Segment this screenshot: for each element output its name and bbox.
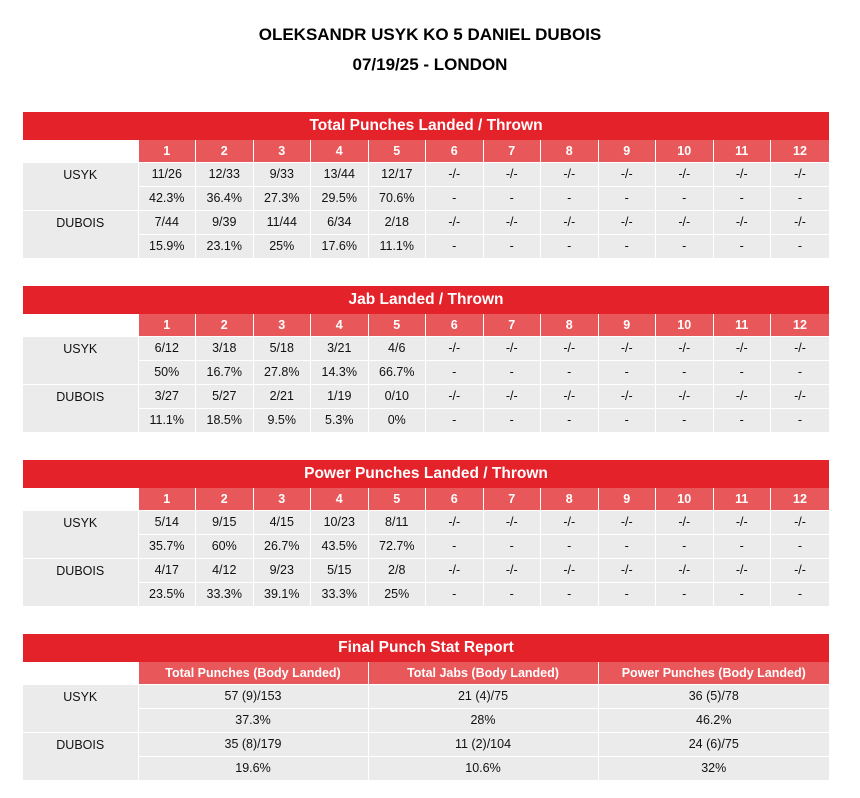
stats-table	[23, 314, 829, 433]
total-punches-section	[23, 112, 829, 259]
round-header-1: 1	[138, 140, 196, 163]
fighter-name: USYK	[23, 511, 138, 559]
stat-cell: 12/17	[368, 163, 426, 187]
pct-cell: -	[598, 187, 656, 211]
round-header-11: 11	[713, 314, 771, 337]
stat-cell: 5/14	[138, 511, 196, 535]
stat-cell: 13/44	[311, 163, 369, 187]
stat-cell: 1/19	[311, 385, 369, 409]
final-pct-cell: 32%	[598, 757, 829, 781]
final-row-values	[23, 685, 829, 709]
stat-cell: 3/18	[196, 337, 254, 361]
fighter-row-pct	[23, 187, 829, 211]
stat-cell: 6/34	[311, 211, 369, 235]
stat-cell: -/-	[713, 511, 771, 535]
pct-cell: -	[426, 583, 484, 607]
stat-cell: -/-	[771, 385, 830, 409]
stat-cell: -/-	[713, 337, 771, 361]
pct-cell: 16.7%	[196, 361, 254, 385]
header-blank-cell	[23, 314, 138, 337]
round-header-8: 8	[541, 488, 599, 511]
pct-cell: -	[598, 583, 656, 607]
fighter-row-landed	[23, 337, 829, 361]
stat-cell: -/-	[771, 211, 830, 235]
stat-cell: -/-	[426, 211, 484, 235]
final-value-cell: 36 (5)/78	[598, 685, 829, 709]
round-header-9: 9	[598, 314, 656, 337]
round-header-3: 3	[253, 314, 311, 337]
stat-cell: -/-	[713, 211, 771, 235]
pct-cell: 0%	[368, 409, 426, 433]
pct-cell: -	[483, 235, 541, 259]
fighter-row-pct	[23, 235, 829, 259]
pct-cell: -	[541, 409, 599, 433]
pct-cell: -	[713, 409, 771, 433]
stat-cell: -/-	[483, 385, 541, 409]
stat-cell: 3/21	[311, 337, 369, 361]
pct-cell: -	[713, 187, 771, 211]
final-row-values	[23, 733, 829, 757]
pct-cell: -	[483, 583, 541, 607]
power-punches-section	[23, 460, 829, 607]
stat-cell: -/-	[483, 511, 541, 535]
round-header-5: 5	[368, 488, 426, 511]
stat-cell: -/-	[483, 337, 541, 361]
stat-cell: -/-	[771, 337, 830, 361]
round-header-1: 1	[138, 314, 196, 337]
final-pct-cell: 28%	[368, 709, 598, 733]
fighter-name: DUBOIS	[23, 385, 138, 433]
fighter-name: DUBOIS	[23, 733, 138, 781]
stat-cell: 2/8	[368, 559, 426, 583]
stat-cell: -/-	[426, 511, 484, 535]
final-column-header: Power Punches (Body Landed)	[598, 662, 829, 685]
pct-cell: -	[426, 187, 484, 211]
pct-cell: -	[713, 235, 771, 259]
stat-cell: -/-	[541, 163, 599, 187]
final-header-row	[23, 662, 829, 685]
round-header-4: 4	[311, 140, 369, 163]
page-title: OLEKSANDR USYK KO 5 DANIEL DUBOIS	[258, 25, 602, 44]
pct-cell: -	[656, 187, 714, 211]
pct-cell: -	[426, 535, 484, 559]
pct-cell: -	[426, 409, 484, 433]
pct-cell: -	[541, 361, 599, 385]
pct-cell: -	[771, 583, 830, 607]
stat-cell: -/-	[598, 211, 656, 235]
pct-cell: 18.5%	[196, 409, 254, 433]
pct-cell: 39.1%	[253, 583, 311, 607]
final-value-cell: 24 (6)/75	[598, 733, 829, 757]
round-header-12: 12	[771, 140, 830, 163]
final-value-cell: 35 (8)/179	[138, 733, 368, 757]
stat-cell: 4/6	[368, 337, 426, 361]
fighter-row-landed	[23, 163, 829, 187]
fighter-row-landed	[23, 511, 829, 535]
round-header-9: 9	[598, 488, 656, 511]
pct-cell: 27.3%	[253, 187, 311, 211]
pct-cell: -	[598, 235, 656, 259]
round-header-row	[23, 488, 829, 511]
pct-cell: -	[426, 361, 484, 385]
stat-cell: 0/10	[368, 385, 426, 409]
stat-cell: 7/44	[138, 211, 196, 235]
pct-cell: 11.1%	[368, 235, 426, 259]
stat-cell: 3/27	[138, 385, 196, 409]
pct-cell: -	[713, 535, 771, 559]
pct-cell: -	[713, 583, 771, 607]
stat-cell: 10/23	[311, 511, 369, 535]
pct-cell: 11.1%	[138, 409, 196, 433]
stat-cell: -/-	[713, 559, 771, 583]
fighter-row-pct	[23, 409, 829, 433]
pct-cell: -	[656, 583, 714, 607]
pct-cell: -	[656, 361, 714, 385]
stat-cell: -/-	[598, 511, 656, 535]
pct-cell: -	[656, 235, 714, 259]
fighter-name: USYK	[23, 163, 138, 211]
pct-cell: 25%	[253, 235, 311, 259]
stat-cell: -/-	[656, 559, 714, 583]
round-header-10: 10	[656, 314, 714, 337]
pct-cell: 42.3%	[138, 187, 196, 211]
pct-cell: 27.8%	[253, 361, 311, 385]
stat-cell: -/-	[771, 511, 830, 535]
stat-cell: 4/17	[138, 559, 196, 583]
pct-cell: -	[483, 361, 541, 385]
stat-cell: 8/11	[368, 511, 426, 535]
pct-cell: 36.4%	[196, 187, 254, 211]
round-header-9: 9	[598, 140, 656, 163]
final-row-pct	[23, 757, 829, 781]
stat-cell: -/-	[598, 163, 656, 187]
stat-cell: -/-	[771, 163, 830, 187]
round-header-8: 8	[541, 140, 599, 163]
round-header-12: 12	[771, 314, 830, 337]
pct-cell: 60%	[196, 535, 254, 559]
stat-cell: 6/12	[138, 337, 196, 361]
pct-cell: 33.3%	[311, 583, 369, 607]
fighter-name: USYK	[23, 337, 138, 385]
round-header-5: 5	[368, 314, 426, 337]
stat-cell: 2/21	[253, 385, 311, 409]
round-header-3: 3	[253, 488, 311, 511]
stat-cell: -/-	[656, 511, 714, 535]
pct-cell: 14.3%	[311, 361, 369, 385]
pct-cell: 50%	[138, 361, 196, 385]
stat-cell: -/-	[541, 511, 599, 535]
final-pct-cell: 46.2%	[598, 709, 829, 733]
pct-cell: 17.6%	[311, 235, 369, 259]
stats-table	[23, 488, 829, 607]
pct-cell: -	[541, 187, 599, 211]
final-column-header: Total Jabs (Body Landed)	[368, 662, 598, 685]
pct-cell: 35.7%	[138, 535, 196, 559]
stat-cell: -/-	[713, 385, 771, 409]
pct-cell: 23.5%	[138, 583, 196, 607]
stat-cell: -/-	[483, 163, 541, 187]
round-header-row	[23, 314, 829, 337]
round-header-3: 3	[253, 140, 311, 163]
section-title: Power Punches Landed / Thrown	[23, 460, 829, 488]
pct-cell: 26.7%	[253, 535, 311, 559]
round-header-2: 2	[196, 488, 254, 511]
pct-cell: -	[713, 361, 771, 385]
pct-cell: 43.5%	[311, 535, 369, 559]
stat-cell: 11/26	[138, 163, 196, 187]
stat-cell: 9/15	[196, 511, 254, 535]
round-header-4: 4	[311, 314, 369, 337]
stat-cell: -/-	[656, 211, 714, 235]
stat-cell: 4/15	[253, 511, 311, 535]
final-row-pct	[23, 709, 829, 733]
stat-cell: -/-	[598, 385, 656, 409]
final-column-header: Total Punches (Body Landed)	[138, 662, 368, 685]
section-title: Total Punches Landed / Thrown	[23, 112, 829, 140]
final-pct-cell: 19.6%	[138, 757, 368, 781]
round-header-10: 10	[656, 488, 714, 511]
pct-cell: -	[426, 235, 484, 259]
round-header-11: 11	[713, 140, 771, 163]
fighter-row-pct	[23, 583, 829, 607]
stat-cell: 12/33	[196, 163, 254, 187]
pct-cell: -	[771, 535, 830, 559]
stat-cell: -/-	[483, 559, 541, 583]
pct-cell: -	[541, 535, 599, 559]
pct-cell: -	[541, 583, 599, 607]
pct-cell: -	[483, 187, 541, 211]
round-header-10: 10	[656, 140, 714, 163]
round-header-8: 8	[541, 314, 599, 337]
stat-cell: -/-	[541, 559, 599, 583]
pct-cell: -	[541, 235, 599, 259]
pct-cell: 23.1%	[196, 235, 254, 259]
round-header-2: 2	[196, 314, 254, 337]
header-blank-cell	[23, 488, 138, 511]
final-report-title: Final Punch Stat Report	[23, 634, 829, 662]
pct-cell: -	[598, 409, 656, 433]
fighter-row-landed	[23, 211, 829, 235]
round-header-12: 12	[771, 488, 830, 511]
stats-table	[23, 140, 829, 259]
stat-cell: -/-	[656, 163, 714, 187]
stat-cell: -/-	[426, 337, 484, 361]
stat-cell: 5/27	[196, 385, 254, 409]
round-header-2: 2	[196, 140, 254, 163]
header-blank-cell	[23, 662, 138, 685]
fighter-row-landed	[23, 385, 829, 409]
round-header-11: 11	[713, 488, 771, 511]
pct-cell: 70.6%	[368, 187, 426, 211]
stat-cell: -/-	[541, 385, 599, 409]
pct-cell: -	[656, 535, 714, 559]
round-header-7: 7	[483, 314, 541, 337]
round-header-4: 4	[311, 488, 369, 511]
stat-cell: 5/15	[311, 559, 369, 583]
final-pct-cell: 10.6%	[368, 757, 598, 781]
round-header-6: 6	[426, 314, 484, 337]
pct-cell: 66.7%	[368, 361, 426, 385]
stat-cell: -/-	[426, 163, 484, 187]
stat-cell: 9/23	[253, 559, 311, 583]
round-header-5: 5	[368, 140, 426, 163]
pct-cell: -	[598, 535, 656, 559]
pct-cell: -	[483, 409, 541, 433]
pct-cell: 25%	[368, 583, 426, 607]
pct-cell: 33.3%	[196, 583, 254, 607]
stat-cell: 11/44	[253, 211, 311, 235]
stat-cell: 9/33	[253, 163, 311, 187]
fighter-name: DUBOIS	[23, 211, 138, 259]
fighter-row-landed	[23, 559, 829, 583]
page-subtitle: 07/19/25 - LONDON	[352, 55, 508, 74]
final-pct-cell: 37.3%	[138, 709, 368, 733]
pct-cell: -	[771, 187, 830, 211]
fighter-row-pct	[23, 535, 829, 559]
pct-cell: 5.3%	[311, 409, 369, 433]
stat-cell: 2/18	[368, 211, 426, 235]
stat-cell: -/-	[541, 337, 599, 361]
stat-cell: -/-	[426, 559, 484, 583]
stat-cell: -/-	[598, 559, 656, 583]
pct-cell: 9.5%	[253, 409, 311, 433]
section-title: Jab Landed / Thrown	[23, 286, 829, 314]
fighter-name: DUBOIS	[23, 559, 138, 607]
fighter-row-pct	[23, 361, 829, 385]
pct-cell: -	[771, 235, 830, 259]
fighter-name: USYK	[23, 685, 138, 733]
round-header-6: 6	[426, 488, 484, 511]
stat-cell: -/-	[656, 385, 714, 409]
round-header-7: 7	[483, 140, 541, 163]
stat-cell: -/-	[598, 337, 656, 361]
round-header-row	[23, 140, 829, 163]
final-value-cell: 11 (2)/104	[368, 733, 598, 757]
round-header-7: 7	[483, 488, 541, 511]
stat-cell: 5/18	[253, 337, 311, 361]
stat-cell: -/-	[771, 559, 830, 583]
stat-cell: 9/39	[196, 211, 254, 235]
pct-cell: 72.7%	[368, 535, 426, 559]
stat-cell: -/-	[541, 211, 599, 235]
round-header-6: 6	[426, 140, 484, 163]
header-blank-cell	[23, 140, 138, 163]
stat-cell: -/-	[713, 163, 771, 187]
final-report-table	[23, 662, 829, 781]
pct-cell: 15.9%	[138, 235, 196, 259]
jab-section	[23, 286, 829, 433]
stat-cell: -/-	[656, 337, 714, 361]
pct-cell: -	[771, 409, 830, 433]
round-header-1: 1	[138, 488, 196, 511]
final-value-cell: 21 (4)/75	[368, 685, 598, 709]
final-value-cell: 57 (9)/153	[138, 685, 368, 709]
stat-cell: -/-	[483, 211, 541, 235]
pct-cell: -	[483, 535, 541, 559]
pct-cell: -	[598, 361, 656, 385]
pct-cell: 29.5%	[311, 187, 369, 211]
stat-cell: -/-	[426, 385, 484, 409]
pct-cell: -	[656, 409, 714, 433]
stat-cell: 4/12	[196, 559, 254, 583]
final-report-section	[23, 634, 829, 781]
pct-cell: -	[771, 361, 830, 385]
